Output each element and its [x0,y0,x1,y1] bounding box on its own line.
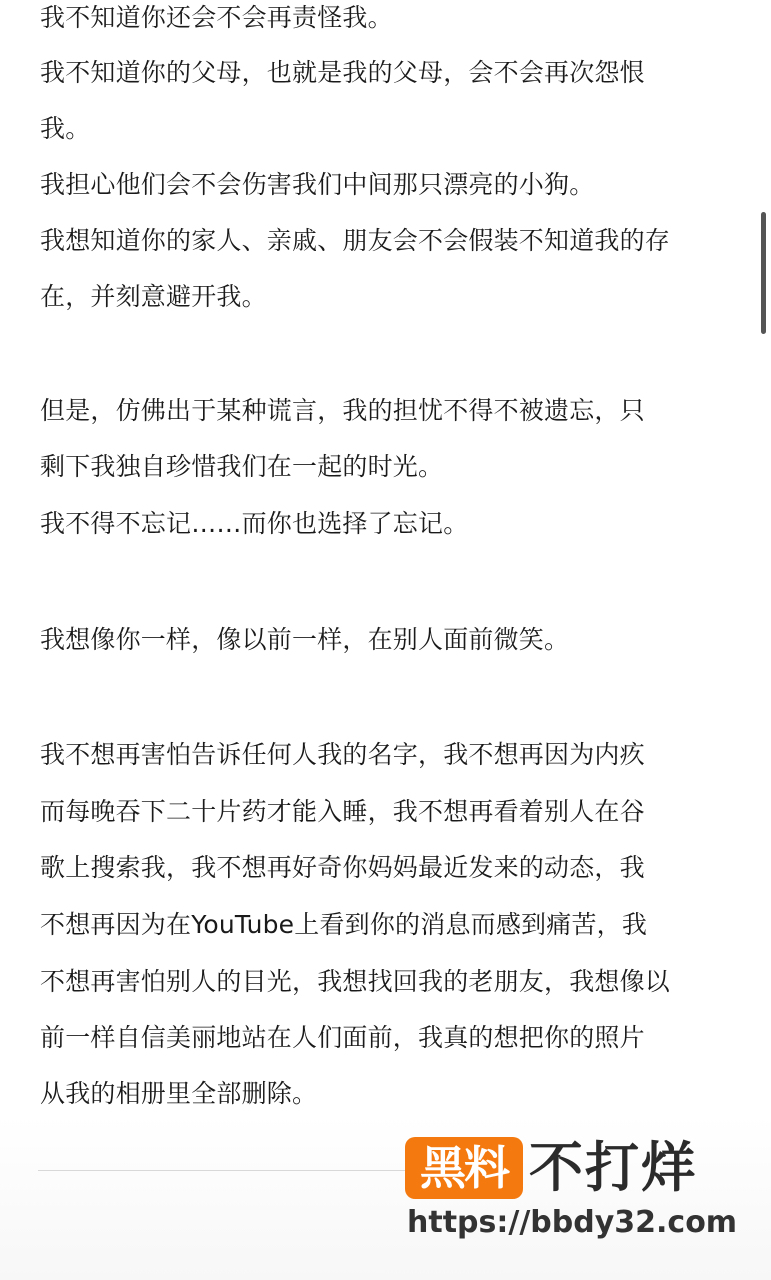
text-line: 不想再因为在YouTube上看到你的消息而感到痛苦，我 [40,910,648,939]
watermark-name: 不打烊 [529,1136,697,1199]
text-line: 从我的相册里全部删除。 [40,1079,318,1108]
text-line: 不想再害怕别人的目光，我想找回我的老朋友，我想像以 [40,967,671,996]
text-line: 剩下我独自珍惜我们在一起的时光。 [40,452,444,481]
text-line: 我不知道你还会不会再责怪我。 [40,3,393,32]
watermark [405,1135,745,1255]
text-line: 我不想再害怕告诉任何人我的名字，我不想再因为内疚 [40,740,645,769]
text-line: 我。 [40,114,91,143]
divider [38,1170,408,1171]
watermark-badge: 黑料 [405,1137,523,1199]
text-line: 我想知道你的家人、亲戚、朋友会不会假装不知道我的存 [40,226,671,255]
text-line: 而每晚吞下二十片药才能入睡，我不想再看着别人在谷 [40,797,645,826]
scrollbar-thumb[interactable] [761,212,766,334]
text-line: 歌上搜索我，我不想再好奇你妈妈最近发来的动态，我 [40,853,645,882]
text-line: 前一样自信美丽地站在人们面前，我真的想把你的照片 [40,1023,645,1052]
text-line: 我不知道你的父母，也就是我的父母，会不会再次怨恨 [40,58,645,87]
text-line: 我想像你一样，像以前一样，在别人面前微笑。 [40,625,570,654]
text-line: 我不得不忘记……而你也选择了忘记。 [40,509,469,538]
text-line: 我担心他们会不会伤害我们中间那只漂亮的小狗。 [40,170,595,199]
text-line: 在，并刻意避开我。 [40,282,267,311]
watermark-url: https://bbdy32.com [407,1205,738,1240]
text-line: 但是，仿佛出于某种谎言，我的担忧不得不被遗忘，只 [40,396,645,425]
